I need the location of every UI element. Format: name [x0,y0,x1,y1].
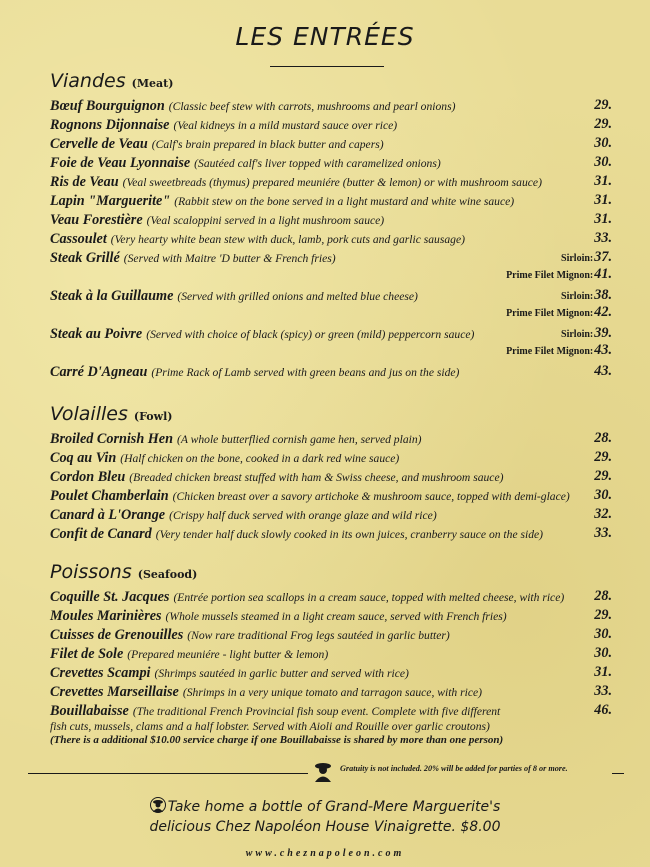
dish-name: Cordon Bleu [50,469,126,485]
dish-name: Steak au Poivre [50,326,143,342]
section-subtitle: (Fowl) [133,410,173,423]
price-value: 31. [594,211,612,227]
menu-item [50,229,612,247]
menu-item [50,153,612,171]
napoleon-silhouette-icon [312,760,334,782]
menu-item [50,467,612,485]
dish-name: Crevettes Marseillaise [50,684,179,700]
dish-description: (Sautéed calf's liver topped with caramelized onions) [194,157,441,170]
price-label: Prime Filet Mignon: [506,308,594,319]
promo-line-1 [0,797,650,815]
dish-alt-price [506,304,612,320]
menu-item [50,134,612,152]
dish-description: (Veal sweetbreads (thymus) prepared meuniére (butter & lemon) or with mushroom sauce) [122,176,542,189]
dish-description: (Very hearty white bean stew with duck, lamb, pork cuts and garlic sausage) [110,233,465,246]
price-value: 29. [594,97,612,113]
dish-description-continued: fish cuts, mussels, clams and a half lobster. Served with Aioli and Rouille over garlic croutons) [50,720,490,733]
price-value: 30. [594,487,612,503]
dish-description: (Prepared meuniére - light butter & lemon) [127,648,329,661]
price-value: 33. [594,230,612,246]
menu-item [50,625,612,643]
dish-name: Canard à L'Orange [50,507,166,523]
price-value: 31. [594,664,612,680]
dish-name: Filet de Sole [50,646,124,662]
dish-description: (Served with grilled onions and melted blue cheese) [177,290,418,303]
dish-price [594,606,612,624]
dish-price [594,663,612,681]
dish-description: (Prime Rack of Lamb served with green beans and jus on the side) [151,366,460,379]
dish-name: Coq au Vin [50,450,117,466]
dish-name: Cervelle de Veau [50,136,148,152]
dish-description: (Served with choice of black (spicy) or green (mild) peppercorn sauce) [146,328,475,341]
price-value: 29. [594,468,612,484]
price-value: 37. [594,249,612,265]
section-subtitle: (Meat) [131,77,174,90]
gratuity-rule-right [612,773,624,774]
dish-name: Bouillabaisse [50,703,129,719]
section-note: (There is a additional $10.00 service charge if one Bouillabaisse is shared by more than one person) [50,734,504,746]
dish-description: (The traditional French Provincial fish soup event. Complete with five different [132,705,501,718]
menu-item [50,663,612,681]
dish-description: (Breaded chicken breast stuffed with ham & Swiss cheese, and mushroom sauce) [129,471,504,484]
dish-price [594,644,612,662]
dish-name: Ris de Veau [50,174,119,190]
dish-description: (Crispy half duck served with orange glaze and wild rice) [169,509,437,522]
price-value: 30. [594,154,612,170]
dish-description: (Veal scaloppini served in a light mushroom sauce) [146,214,385,227]
dish-price [594,191,612,209]
dish-price [561,286,612,306]
dish-description: (Very tender half duck slowly cooked in its own juices, cranberry sauce on the side) [155,528,544,541]
dish-price [594,153,612,171]
dish-price [594,115,612,133]
dish-name: Crevettes Scampi [50,665,151,681]
dish-price [594,625,612,643]
menu-item [50,362,612,380]
price-value: 43. [594,363,612,379]
gratuity-rule-left [28,773,308,774]
dish-description: (Shrimps sautéed in garlic butter and served with rice) [154,667,409,680]
dish-description: (Calf's brain prepared in black butter and capers) [151,138,384,151]
dish-alt-price [506,266,612,282]
page-title: LES ENTRÉES [235,22,415,51]
price-label: Prime Filet Mignon: [506,346,594,357]
dish-name: Foie de Veau Lyonnaise [50,155,191,171]
price-value: 31. [594,192,612,208]
dish-name: Confit de Canard [50,526,152,542]
dish-price [594,429,612,447]
price-value: 30. [594,645,612,661]
section-heading [50,561,197,583]
price-value: 33. [594,525,612,541]
menu-item [50,448,612,466]
dish-description: (A whole butterflied cornish game hen, served plain) [177,433,422,446]
dish-price [594,229,612,247]
menu-item [50,172,612,190]
dish-description: (Whole mussels steamed in a light cream sauce, served with French fries) [165,610,507,623]
dish-description: (Chicken breast over a savory artichoke & mushroom sauce, topped with demi-glace) [172,490,570,503]
dish-description: (Now rare traditional Frog legs sautéed in garlic butter) [187,629,450,642]
section-subtitle: (Seafood) [137,568,198,581]
price-value: 29. [594,607,612,623]
menu-item [50,505,612,523]
menu-item [50,210,612,228]
dish-name: Steak Grillé [50,250,120,266]
price-value: 41. [594,266,612,282]
dish-price [561,248,612,268]
dish-price [594,172,612,190]
section-name: Viandes [50,70,126,92]
menu-item [50,701,612,719]
price-value: 29. [594,449,612,465]
title-underline [270,66,384,67]
dish-name: Bœuf Bourguignon [50,98,165,114]
price-value: 30. [594,135,612,151]
dish-name: Cuisses de Grenouilles [50,627,184,643]
menu-item [50,644,612,662]
dish-price [594,524,612,542]
menu-item [50,587,612,605]
website-link[interactable]: www.cheznapoleon.com [245,848,405,859]
gratuity-note: Gratuity is not included. 20% will be added for parties of 8 or more. [340,764,568,773]
dish-description: (Veal kidneys in a mild mustard sauce over rice) [173,119,398,132]
price-value: 46. [594,702,612,718]
dish-description: (Entrée portion sea scallops in a cream sauce, topped with melted cheese, with rice) [173,591,565,604]
menu-item [50,96,612,114]
dish-name: Lapin "Marguerite" [50,193,171,209]
price-label: Sirloin: [561,291,594,302]
dish-price [594,486,612,504]
dish-name: Broiled Cornish Hen [50,431,173,447]
price-value: 28. [594,588,612,604]
price-label: Sirloin: [561,329,594,340]
menu-item [50,682,612,700]
price-value: 33. [594,683,612,699]
dish-price [594,448,612,466]
dish-name: Coquille St. Jacques [50,589,170,605]
price-value: 29. [594,116,612,132]
price-value: 28. [594,430,612,446]
dish-description: (Rabbit stew on the bone served in a light mustard and white wine sauce) [174,195,515,208]
dish-price [594,362,612,380]
menu-item [50,486,612,504]
dish-name: Veau Forestière [50,212,143,228]
section-name: Volailles [50,403,128,425]
price-value: 42. [594,304,612,320]
price-value: 30. [594,626,612,642]
menu-item [50,606,612,624]
dish-description: (Classic beef stew with carrots, mushrooms and pearl onions) [168,100,456,113]
dish-price [594,96,612,114]
dish-price [594,587,612,605]
dish-description: (Served with Maitre 'D butter & French fries) [123,252,336,265]
dish-name: Steak à la Guillaume [50,288,174,304]
dish-price [594,210,612,228]
promo-text-1: Take home a bottle of Grand-Mere Marguerite's [167,799,501,815]
menu-item [50,286,612,304]
menu-item [50,248,612,266]
price-value: 39. [594,325,612,341]
dish-price [594,505,612,523]
price-label: Sirloin: [561,253,594,264]
dish-description: (Shrimps in a very unique tomato and tarragon sauce, with rice) [182,686,483,699]
price-value: 32. [594,506,612,522]
price-value: 43. [594,342,612,358]
price-label: Prime Filet Mignon: [506,270,594,281]
dish-price [561,324,612,344]
dish-price [594,682,612,700]
dish-description: (Half chicken on the bone, cooked in a dark red wine sauce) [120,452,400,465]
napoleon-silhouette-icon [150,797,166,813]
menu-item [50,324,612,342]
menu-item [50,115,612,133]
dish-name: Poulet Chamberlain [50,488,169,504]
dish-name: Moules Marinières [50,608,162,624]
dish-price [594,467,612,485]
dish-alt-price [506,342,612,358]
section-name: Poissons [50,561,132,583]
price-value: 31. [594,173,612,189]
price-value: 38. [594,287,612,303]
dish-name: Cassoulet [50,231,107,247]
dish-price [594,701,612,719]
dish-name: Carré D'Agneau [50,364,148,380]
menu-item [50,429,612,447]
section-heading [50,70,173,92]
section-heading [50,403,172,425]
promo-line-2: delicious Chez Napoléon House Vinaigrette. $8.00 [149,819,501,835]
dish-price [594,134,612,152]
menu-item [50,524,612,542]
dish-name: Rognons Dijonnaise [50,117,170,133]
menu-item [50,191,612,209]
